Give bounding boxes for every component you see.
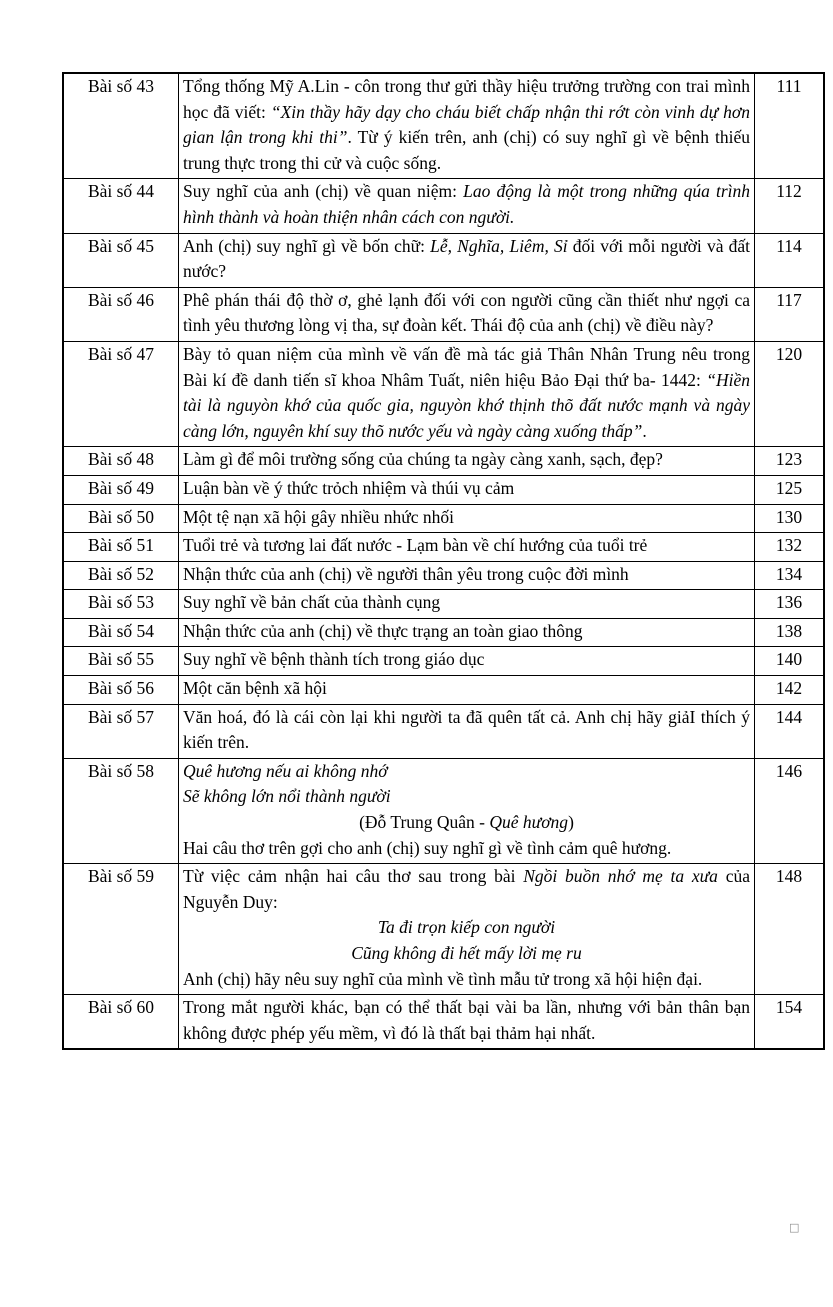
- text-segment: Phê phán thái độ thờ ơ, ghẻ lạnh đối với con người cũng cần thiết như ngợi ca tình yêu thương lòng vị tha, sự đoàn kết. Thái độ của anh (chị) về điều này?: [183, 289, 750, 336]
- lesson-number-cell: Bài số 45: [63, 233, 179, 287]
- text-segment: Tổng thống Mỹ A.Lin - côn trong thư gửi thầy hiệu trưởng trường con trai mình học đã viết:: [183, 76, 750, 122]
- table-row: [63, 475, 824, 504]
- text-segment: Lễ, Nghĩa, Liêm, Sỉ: [430, 235, 568, 256]
- page-number-cell: 130: [755, 504, 825, 533]
- paragraph: [183, 619, 750, 645]
- table-row: [63, 618, 824, 647]
- paragraph: [183, 864, 750, 915]
- paragraph: [183, 342, 750, 444]
- description-cell: [179, 676, 755, 705]
- text-segment: Sẽ không lớn nổi thành người: [183, 786, 391, 807]
- text-segment: Từ việc cảm nhận hai câu thơ sau trong bài: [183, 866, 524, 887]
- page-number-cell: 140: [755, 647, 825, 676]
- paragraph: [183, 836, 750, 862]
- toc-table: [62, 72, 825, 1050]
- lesson-number-cell: Bài số 43: [63, 73, 179, 179]
- paragraph: [183, 995, 750, 1046]
- paragraph: [183, 676, 750, 702]
- text-segment: “Xin thầy hãy dạy cho cháu biết chấp nhận thi rớt còn vinh dự hơn gian lận trong khi thi”: [183, 101, 751, 148]
- description-cell: [179, 287, 755, 341]
- description-cell: [179, 647, 755, 676]
- text-segment: Một căn bệnh xã hội: [183, 678, 327, 699]
- paragraph: [183, 705, 750, 756]
- lesson-number-cell: Bài số 56: [63, 676, 179, 705]
- description-cell: [179, 233, 755, 287]
- text-segment: Một tệ nạn xã hội gây nhiều nhức nhối: [183, 506, 454, 527]
- description-cell: [179, 73, 755, 179]
- page-number-cell: 112: [755, 179, 825, 233]
- page-number-cell: 111: [755, 73, 825, 179]
- text-segment: của Nguyễn Duy:: [183, 866, 750, 912]
- text-segment: Nhận thức của anh (chị) về người thân yêu trong cuộc đời mình: [183, 563, 629, 584]
- description-cell: [179, 561, 755, 590]
- description-cell: [179, 533, 755, 562]
- table-row: [63, 533, 824, 562]
- page-number-cell: 138: [755, 618, 825, 647]
- toc-table-body: [63, 73, 824, 1049]
- text-segment: (Đỗ Trung Quân -: [359, 812, 490, 833]
- text-segment: Luận bàn về ý thức trỏch nhiệm và thúi vụ cảm: [183, 477, 515, 498]
- lesson-number-cell: Bài số 50: [63, 504, 179, 533]
- paragraph: [183, 447, 750, 473]
- page-number-cell: 144: [755, 704, 825, 758]
- text-segment: Tuổi trẻ và tương lai đất nước - Lạm bàn về chí hướng của tuổi trẻ: [183, 535, 648, 556]
- page-number-cell: 120: [755, 341, 825, 446]
- paragraph: [183, 590, 750, 616]
- description-cell: [179, 475, 755, 504]
- description-cell: [179, 995, 755, 1050]
- page-number-cell: 146: [755, 758, 825, 863]
- lesson-number-cell: Bài số 49: [63, 475, 179, 504]
- text-segment: đối với mỗi người và đất nước?: [183, 235, 751, 282]
- description-cell: [179, 704, 755, 758]
- text-segment: “Hiền tài là nguyòn khớ của quốc gia, nguyòn khớ thịnh thõ đất nước mạnh và ngày càng lớn, nguyên khí suy thõ nước yếu và ngày càng xuống thấp”: [183, 369, 750, 441]
- page-number-cell: 134: [755, 561, 825, 590]
- table-row: [63, 447, 824, 476]
- text-segment: Suy nghĩ của anh (chị) về quan niệm:: [183, 181, 464, 202]
- text-segment: Quê hương: [489, 812, 569, 833]
- text-segment: Ta đi trọn kiếp con người: [377, 917, 556, 938]
- description-cell: [179, 618, 755, 647]
- table-row: [63, 995, 824, 1050]
- table-row: [63, 341, 824, 446]
- lesson-number-cell: Bài số 57: [63, 704, 179, 758]
- page-number-cell: 142: [755, 676, 825, 705]
- text-segment: ): [568, 812, 574, 833]
- table-row: [63, 758, 824, 863]
- text-segment: Cũng không đi hết mấy lời mẹ ru: [351, 943, 582, 963]
- page-number-cell: 154: [755, 995, 825, 1050]
- text-segment: Lao động là một trong những qúa trình hình thành và hoàn thiện nhân cách con người.: [183, 181, 750, 227]
- table-row: [63, 704, 824, 758]
- text-segment: Văn hoá, đó là cái còn lại khi người ta đã quên tất cả. Anh chị hãy giảI thích ý kiến trên.: [183, 706, 750, 753]
- lesson-number-cell: Bài số 55: [63, 647, 179, 676]
- lesson-number-cell: Bài số 59: [63, 864, 179, 995]
- table-row: [63, 287, 824, 341]
- description-cell: [179, 447, 755, 476]
- paragraph: [183, 74, 750, 176]
- paragraph: [183, 533, 750, 559]
- page-number-cell: 123: [755, 447, 825, 476]
- paragraph: [183, 784, 750, 810]
- text-segment: Suy nghĩ về bệnh thành tích trong giáo dục: [183, 649, 485, 670]
- paragraph: [183, 941, 750, 967]
- lesson-number-cell: Bài số 53: [63, 590, 179, 619]
- page-number-cell: 148: [755, 864, 825, 995]
- page-number-cell: 125: [755, 475, 825, 504]
- lesson-number-cell: Bài số 48: [63, 447, 179, 476]
- table-row: [63, 179, 824, 233]
- description-cell: [179, 864, 755, 995]
- page-number-cell: 132: [755, 533, 825, 562]
- missing-glyph-box-icon: □: [789, 1221, 800, 1234]
- paragraph: [183, 562, 750, 588]
- table-row: [63, 864, 824, 995]
- text-segment: Làm gì để môi trường sống của chúng ta ngày càng xanh, sạch, đẹp?: [183, 449, 663, 470]
- page-number-cell: 114: [755, 233, 825, 287]
- lesson-number-cell: Bài số 47: [63, 341, 179, 446]
- lesson-number-cell: Bài số 51: [63, 533, 179, 562]
- text-segment: Trong mắt người khác, bạn có thể thất bại vài ba lần, nhưng với bản thân bạn không được phép yếu mềm, vì đó là thất bại thảm hại nhất.: [183, 997, 750, 1043]
- page-number-cell: 136: [755, 590, 825, 619]
- paragraph: [183, 967, 750, 993]
- table-row: [63, 233, 824, 287]
- lesson-number-cell: Bài số 60: [63, 995, 179, 1050]
- text-segment: Suy nghĩ về bản chất của thành cụng: [183, 592, 441, 613]
- table-row: [63, 647, 824, 676]
- text-segment: Quê hương nếu ai không nhớ: [183, 760, 388, 781]
- lesson-number-cell: Bài số 52: [63, 561, 179, 590]
- paragraph: [183, 234, 750, 285]
- page-number-cell: 117: [755, 287, 825, 341]
- table-row: [63, 561, 824, 590]
- lesson-number-cell: Bài số 46: [63, 287, 179, 341]
- description-cell: [179, 179, 755, 233]
- paragraph: [183, 915, 750, 941]
- table-row: [63, 73, 824, 179]
- paragraph: [183, 647, 750, 673]
- text-segment: Anh (chị) suy nghĩ gì về bốn chữ:: [183, 235, 431, 256]
- paragraph: [183, 179, 750, 230]
- lesson-number-cell: Bài số 44: [63, 179, 179, 233]
- table-row: [63, 676, 824, 705]
- table-row: [63, 504, 824, 533]
- description-cell: [179, 758, 755, 863]
- text-segment: . Từ ý kiến trên, anh (chị) có suy nghĩ gì về bệnh thiếu trung thực trong thi cử và cuộc sống.: [183, 127, 751, 173]
- paragraph: [183, 505, 750, 531]
- description-cell: [179, 590, 755, 619]
- text-segment: Ngồi buồn nhớ mẹ ta xưa: [523, 866, 718, 887]
- description-cell: [179, 504, 755, 533]
- text-segment: Bày tỏ quan niệm của mình về vấn đề mà tác giả Thân Nhân Trung nêu trong Bài kí đề danh tiến sĩ khoa Nhâm Tuất, niên hiệu Bảo Đại thứ ba- 1442:: [183, 343, 750, 390]
- text-segment: Nhận thức của anh (chị) về thực trạng an toàn giao thông: [183, 620, 583, 641]
- description-cell: [179, 341, 755, 446]
- table-row: [63, 590, 824, 619]
- lesson-number-cell: Bài số 58: [63, 758, 179, 863]
- paragraph: [183, 288, 750, 339]
- paragraph: [183, 476, 750, 502]
- paragraph: [183, 759, 750, 785]
- text-segment: Hai câu thơ trên gợi cho anh (chị) suy nghĩ gì về tình cảm quê hương.: [183, 837, 672, 858]
- text-segment: .: [642, 420, 647, 441]
- paragraph: [183, 810, 750, 836]
- lesson-number-cell: Bài số 54: [63, 618, 179, 647]
- text-segment: Anh (chị) hãy nêu suy nghĩ của mình về tình mẫu tử trong xã hội hiện đại.: [183, 968, 703, 989]
